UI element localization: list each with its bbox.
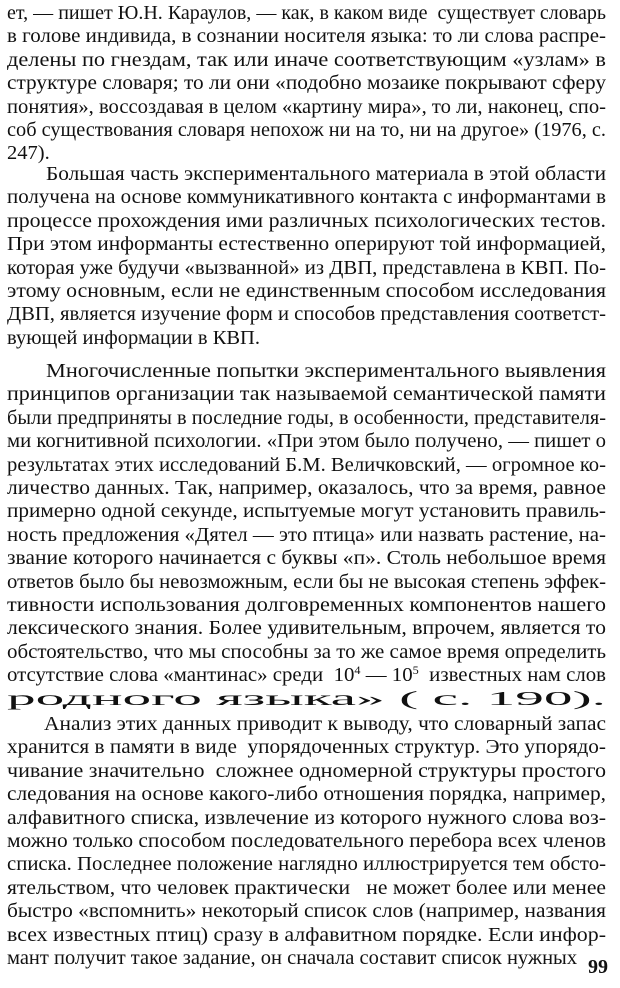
text-line: личество данных. Так, например, оказалось, что за время, равное bbox=[7, 477, 606, 499]
text-line: вующей информации в КВП. bbox=[7, 326, 260, 349]
text-line: обстоятельство, что мы способны за то же самое время определить bbox=[7, 640, 606, 663]
exponent-low: 4 bbox=[354, 663, 361, 678]
text-line: списка. Последнее положение наглядно иллюстрируется тем обсто- bbox=[7, 853, 606, 876]
range-tail-text: известных нам слов bbox=[429, 664, 606, 687]
text-line: При этом информанты естественно оперируют той информацией, bbox=[7, 233, 606, 256]
text-line: которая уже будучи «вызванной» из ДВП, представлена в КВП. По- bbox=[7, 256, 606, 279]
text-line: чивание значительно сложнее одномерной структуры простого bbox=[7, 759, 606, 782]
text-line: отсутствие слова «мантинас» среди $10^4$ — $10^5$ известных нам слов bbox=[7, 663, 606, 687]
text-line: лексического знания. Более удивительным, впрочем, является то bbox=[7, 617, 606, 640]
text-line: принципов организации так называемой семантической памяти bbox=[7, 383, 606, 406]
text-line: Многочисленные попытки экспериментального выявления bbox=[46, 360, 606, 382]
text-line: получена на основе коммуникативного контакта с информантами в bbox=[7, 186, 606, 209]
text-line: ятельством, что человек практически не может более или менее bbox=[7, 876, 606, 899]
text-line: ответов было бы невозможным, если бы не высокая степень эффек- bbox=[7, 570, 606, 593]
text-line: в голове индивида, в сознании носителя языка: то ли слова распре- bbox=[7, 25, 606, 48]
word-range-expression: $10^4$ — $10^5$ bbox=[323, 663, 419, 687]
text-line: алфавитного списка, извлечение из которого нужного слова воз- bbox=[7, 806, 606, 829]
text-line: Большая часть экспериментального материала в этой области bbox=[46, 163, 606, 185]
text-line: звание которого начинается с буквы «п». Столь небольшое время bbox=[7, 547, 606, 570]
text-line: Анализ этих данных приводит к выводу, что словарный запас bbox=[44, 713, 606, 735]
text-line: были предприняты в последние годы, в особенности, представителя- bbox=[7, 406, 606, 429]
text-line: процессе прохождения ими различных психологических тестов. bbox=[7, 209, 606, 232]
text-line: быстро «вспомнить» некоторый список слов (например, названия bbox=[7, 900, 606, 923]
text-line: мант получит такое задание, он сначала составит список нужных bbox=[7, 947, 578, 969]
text-line: структуре словаря; то ли они «подобно мозаике покрывают сферу bbox=[7, 72, 607, 95]
text-line: всех известных птиц) сразу в алфавитном порядке. Если инфор- bbox=[7, 923, 606, 946]
text-line: можно только способом последовательного перебора всех членов bbox=[7, 830, 606, 852]
text-line: делены по гнездам, так или иначе соответствующим «узлам» в bbox=[7, 48, 606, 71]
text-line: родного языка» ( с. 190). bbox=[7, 687, 606, 710]
page-number: 99 bbox=[588, 956, 608, 978]
text-line: ет, — пишет Ю.Н. Караулов, — как, в каком виде существует словарь bbox=[7, 2, 606, 24]
text-line: ность предложения «Дятел — это птица» или назвать растение, на- bbox=[7, 523, 606, 546]
text-line: ДВП, является изучение форм и способов представления соответст- bbox=[7, 303, 606, 326]
text-line: 247). bbox=[7, 142, 50, 165]
text-line: тивности использования долговременных компонентов нашего bbox=[7, 594, 606, 616]
text-line: этому основным, если не единственным способом исследования bbox=[7, 280, 607, 302]
text-line: следования на основе какого-либо отношения порядка, например, bbox=[7, 783, 606, 806]
text-line: понятия», воссоздавая в целом «картину мира», то ли, наконец, спо- bbox=[7, 95, 606, 118]
text-line: примерно одной секунде, испытуемые могут установить правиль- bbox=[7, 500, 606, 523]
text-line: результатах этих исследований Б.М. Величковский, — огромное ко- bbox=[7, 453, 606, 476]
text-line: ми когнитивной психологии. «При этом было получено, — пишет о bbox=[7, 430, 606, 453]
text-line: хранится в памяти в виде упорядоченных структур. Это упорядо- bbox=[7, 736, 606, 759]
text-line: соб существования словаря непохож ни на то, ни на другое» (1976, с. bbox=[7, 119, 606, 141]
exponent-high: 5 bbox=[412, 663, 419, 678]
